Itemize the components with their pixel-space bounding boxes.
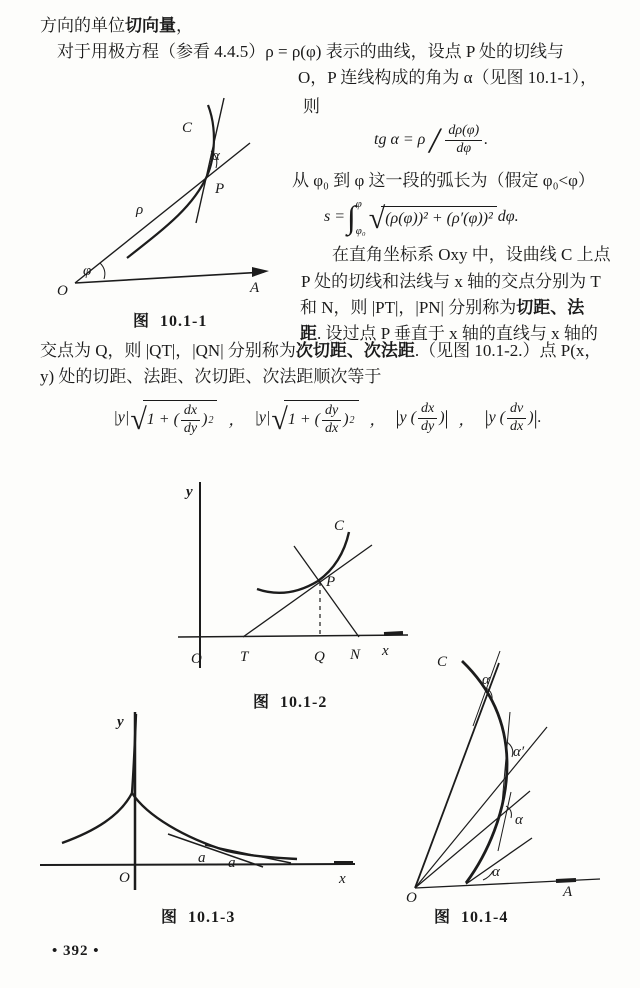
figure-10-1-1-drawing	[30, 92, 280, 304]
formula2-sqrt	[368, 202, 497, 235]
formula1-numerator: dρ(φ)	[445, 124, 482, 141]
term-subtangent-cont: 距	[300, 324, 317, 343]
expr-subtangent	[113, 400, 218, 436]
expr3-post: )	[439, 409, 445, 426]
radical-sign: √	[368, 202, 386, 235]
tangent-length-a2-label: a	[228, 855, 236, 871]
expr2-square: 2	[349, 414, 355, 426]
expr3-numerator: dx	[418, 402, 437, 419]
figure-10-1-2-caption: 图 10.1-2	[253, 694, 328, 711]
alpha-1-label: α	[482, 672, 490, 688]
curve-left-branch	[62, 793, 132, 843]
curve-right-branch	[132, 793, 297, 859]
integral-upper-limit: φ	[355, 198, 362, 210]
figure-10-1-3-caption: 图 10.1-3	[161, 909, 236, 926]
abs-bar: |	[444, 406, 449, 429]
curve-label: C	[182, 120, 193, 136]
radius-rho-line	[75, 143, 250, 283]
para3-line1-pre: 交点为 Q，则 |QT|，|QN| 分别称为	[40, 341, 296, 360]
axis-arrow-dash	[556, 880, 576, 881]
formula2-lhs: s =	[324, 208, 346, 225]
tangent-segment-2	[205, 845, 291, 863]
origin-label: O	[57, 283, 68, 299]
para3-line2: y) 处的切距、法距、次切距、次法距顺次等于	[40, 367, 382, 386]
separator-comma: ，	[228, 411, 245, 429]
big-slash: /	[429, 120, 440, 160]
normal-line	[294, 546, 359, 637]
figure-10-1-3-drawing	[35, 706, 365, 892]
para1-line3: O，P 连线构成的角为 α（见图 10.1-1），	[298, 68, 598, 87]
expr2-inner-pre: 1 + (	[287, 411, 320, 428]
expr3-pre: y (	[399, 409, 416, 426]
y-axis-label: y	[186, 484, 193, 500]
para1-line1-pre: 方向的单位	[40, 16, 125, 35]
expr2-numerator: dy	[322, 404, 341, 421]
curve-label: C	[334, 518, 345, 534]
integral-glyph: ∫	[347, 199, 356, 235]
expr1-square: 2	[208, 414, 214, 426]
abs-bar: |	[533, 406, 538, 429]
expr4-pre: y (	[488, 409, 506, 426]
para1-line1	[40, 15, 193, 36]
radius-ray-1	[415, 663, 499, 888]
alpha-prime-label: α′	[513, 744, 525, 760]
radical-sign: √	[271, 403, 288, 436]
formula-arc-length	[324, 194, 519, 240]
formula-distances-row	[55, 392, 600, 444]
alpha-label: α	[212, 148, 220, 164]
formula2-radicand: (ρ(φ))² + (ρ′(φ))²	[381, 206, 497, 228]
para3-line1-post: .（见图 10.1-2.）点 P(x，	[414, 341, 602, 360]
radius-ray-2	[415, 727, 547, 888]
integral-lower-limit: φ₀	[355, 225, 366, 237]
phi-label: φ	[83, 263, 92, 279]
alpha-4-label: α	[492, 864, 500, 880]
expr2-denominator: dx	[324, 420, 339, 436]
tangent-segment-1	[168, 834, 263, 867]
axis-arrowhead	[252, 267, 269, 277]
formula1-lhs: tg α = ρ	[374, 131, 426, 148]
para1-line4: 则	[303, 97, 320, 116]
expr1-numerator: dx	[181, 404, 200, 421]
radical-sign: √	[130, 403, 147, 436]
origin-label: O	[191, 651, 202, 667]
term-tangent-vector: 切向量	[125, 16, 176, 35]
curve-C	[257, 532, 349, 593]
formula1-fraction	[445, 124, 482, 156]
figure-10-1-1-caption: 图 10.1-1	[133, 313, 208, 330]
alpha-3-label: α	[515, 812, 523, 828]
point-P-label: P	[215, 181, 225, 197]
term-subtangent: 切距、法	[516, 298, 585, 317]
expr1-denominator: dy	[183, 420, 198, 436]
x-axis-label: x	[382, 643, 389, 659]
para1-line2: 对于用极方程（参看 4.4.5）ρ = ρ(φ) 表示的曲线，设点 P 处的切线与	[57, 42, 565, 61]
page-number: • 392 •	[52, 943, 100, 959]
x-axis-arrow-dash	[384, 633, 403, 634]
formula-tangent-angle	[374, 116, 488, 164]
para2-line2: P 处的切线和法线与 x 轴的交点分别为 T	[301, 272, 601, 291]
curve-label: C	[437, 654, 448, 670]
point-Q-label: Q	[314, 649, 325, 665]
para3-line1	[40, 340, 601, 361]
expr4-denominator: dx	[510, 418, 524, 434]
para2-line3	[300, 297, 584, 318]
para1-line1-comma: ，	[176, 16, 193, 35]
abs-bar: |	[484, 406, 489, 429]
expr1-inner-post: )	[202, 411, 208, 428]
separator-comma: ，	[369, 411, 386, 429]
expr4-numerator: dv	[507, 402, 526, 419]
expr-subnormal-abs	[485, 402, 542, 434]
formula2-tail: dφ.	[497, 208, 519, 225]
term-subnormal: 次切距、次法距	[295, 341, 415, 360]
expr2-abs-y: |y|	[254, 409, 271, 426]
figure-10-1-4-drawing	[380, 646, 615, 904]
figure-10-1-4-caption: 图 10.1-4	[434, 909, 509, 926]
expr4-post: )	[528, 409, 534, 426]
para2-line3-pre: 和 N，则 |PT|，|PN| 分别称为	[300, 298, 517, 317]
formula1-period: .	[484, 131, 489, 148]
para2-line1: 在直角坐标系 Oxy 中，设曲线 C 上点	[332, 245, 611, 264]
para1-line5: 从 φ₀ 到 φ 这一段的弧长为（假定 φ₀<φ）	[292, 171, 595, 190]
rho-label: ρ	[136, 202, 144, 218]
expr1-inner-pre: 1 + (	[146, 411, 179, 428]
formula1-denominator: dφ	[456, 140, 472, 156]
abs-bar: |	[395, 406, 400, 429]
expr2-inner-post: )	[343, 411, 349, 428]
expr4-period: .	[537, 409, 542, 426]
axis-A-label: A	[563, 884, 573, 900]
origin-label: O	[406, 890, 417, 904]
x-axis-label: x	[339, 871, 346, 887]
point-T-label: T	[240, 649, 249, 665]
integral-sign	[347, 198, 366, 236]
y-axis-label: y	[117, 714, 124, 730]
expr-normal	[254, 400, 359, 436]
angle-phi-arc	[100, 263, 105, 279]
tangent-length-a1-label: a	[198, 850, 206, 866]
x-axis	[178, 635, 408, 637]
expr-subtangent-abs	[396, 402, 449, 434]
expr1-abs-y: |y|	[113, 409, 130, 426]
polar-axis-line	[75, 272, 264, 283]
axis-A-label: A	[250, 280, 260, 296]
para2-line4-rest: . 设过点 P 垂直于 x 轴的直线与 x 轴的	[317, 324, 598, 343]
point-N-label: N	[350, 647, 361, 663]
separator-comma: ，	[458, 411, 475, 429]
expr3-denominator: dy	[420, 418, 435, 434]
point-P-label: P	[326, 574, 336, 590]
origin-label: O	[119, 870, 130, 886]
